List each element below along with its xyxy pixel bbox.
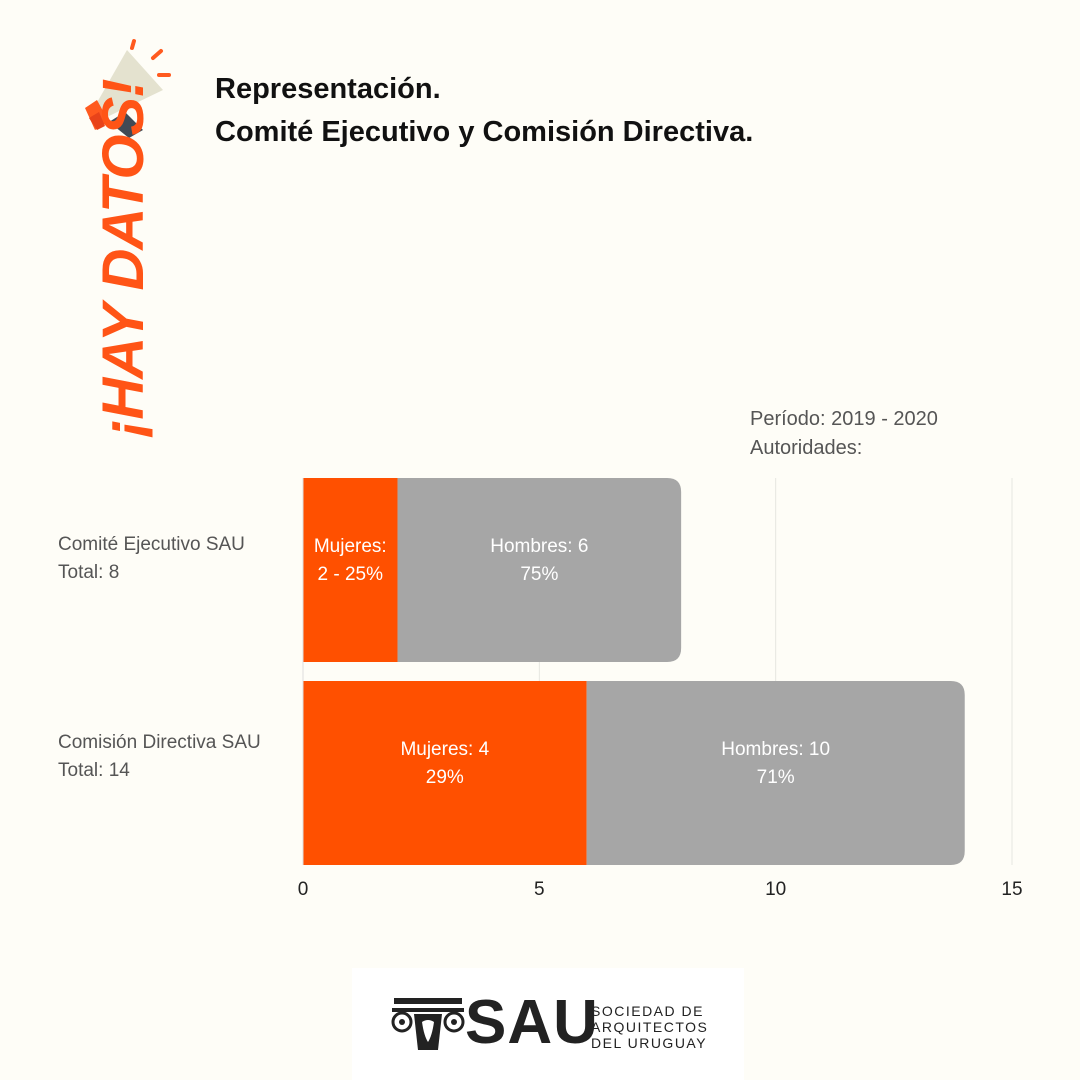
category-name: Comisión Directiva SAU	[58, 732, 261, 753]
data-label-women-1-0: Mujeres: 4	[400, 739, 490, 760]
x-tick-label-0: 0	[297, 879, 309, 900]
data-label-men-0-0: Hombres: 6	[490, 536, 589, 557]
x-tick-label-1: 5	[534, 879, 545, 900]
x-tick-label-3: 15	[1001, 879, 1023, 900]
category-name: Comité Ejecutivo SAU	[58, 534, 245, 555]
title-line-2: Comité Ejecutivo y Comisión Directiva.	[215, 116, 754, 148]
data-label-men-0-1: 75%	[520, 564, 559, 585]
category-total: Total: 8	[58, 562, 120, 583]
logo-subtitle	[591, 1003, 708, 1051]
hay-datos-badge: ¡HAY DATOS!	[91, 79, 156, 438]
category-total: Total: 14	[58, 760, 130, 781]
title-line-1: Representación.	[215, 73, 441, 105]
column-capital-icon	[388, 996, 468, 1056]
logo-sub-line-2: ARQUITECTOS	[591, 1019, 709, 1035]
data-label-women-1-1: 29%	[425, 767, 464, 788]
data-label-men-1-1: 71%	[756, 767, 795, 788]
data-label-women-0-0: Mujeres:	[313, 536, 387, 557]
data-label-women-0-1: 2 - 25%	[317, 564, 384, 585]
logo-sub-line-1: SOCIEDAD DE	[591, 1003, 704, 1019]
logo-wordmark: SAU	[465, 988, 599, 1057]
x-tick-label-2: 10	[765, 879, 787, 900]
sau-logo	[352, 968, 744, 1080]
period-line: Período: 2019 - 2020	[750, 408, 938, 430]
authorities-line: Autoridades:	[750, 437, 863, 459]
logo-sub-line-3: DEL URUGUAY	[591, 1035, 708, 1051]
data-label-men-1-0: Hombres: 10	[721, 739, 831, 760]
